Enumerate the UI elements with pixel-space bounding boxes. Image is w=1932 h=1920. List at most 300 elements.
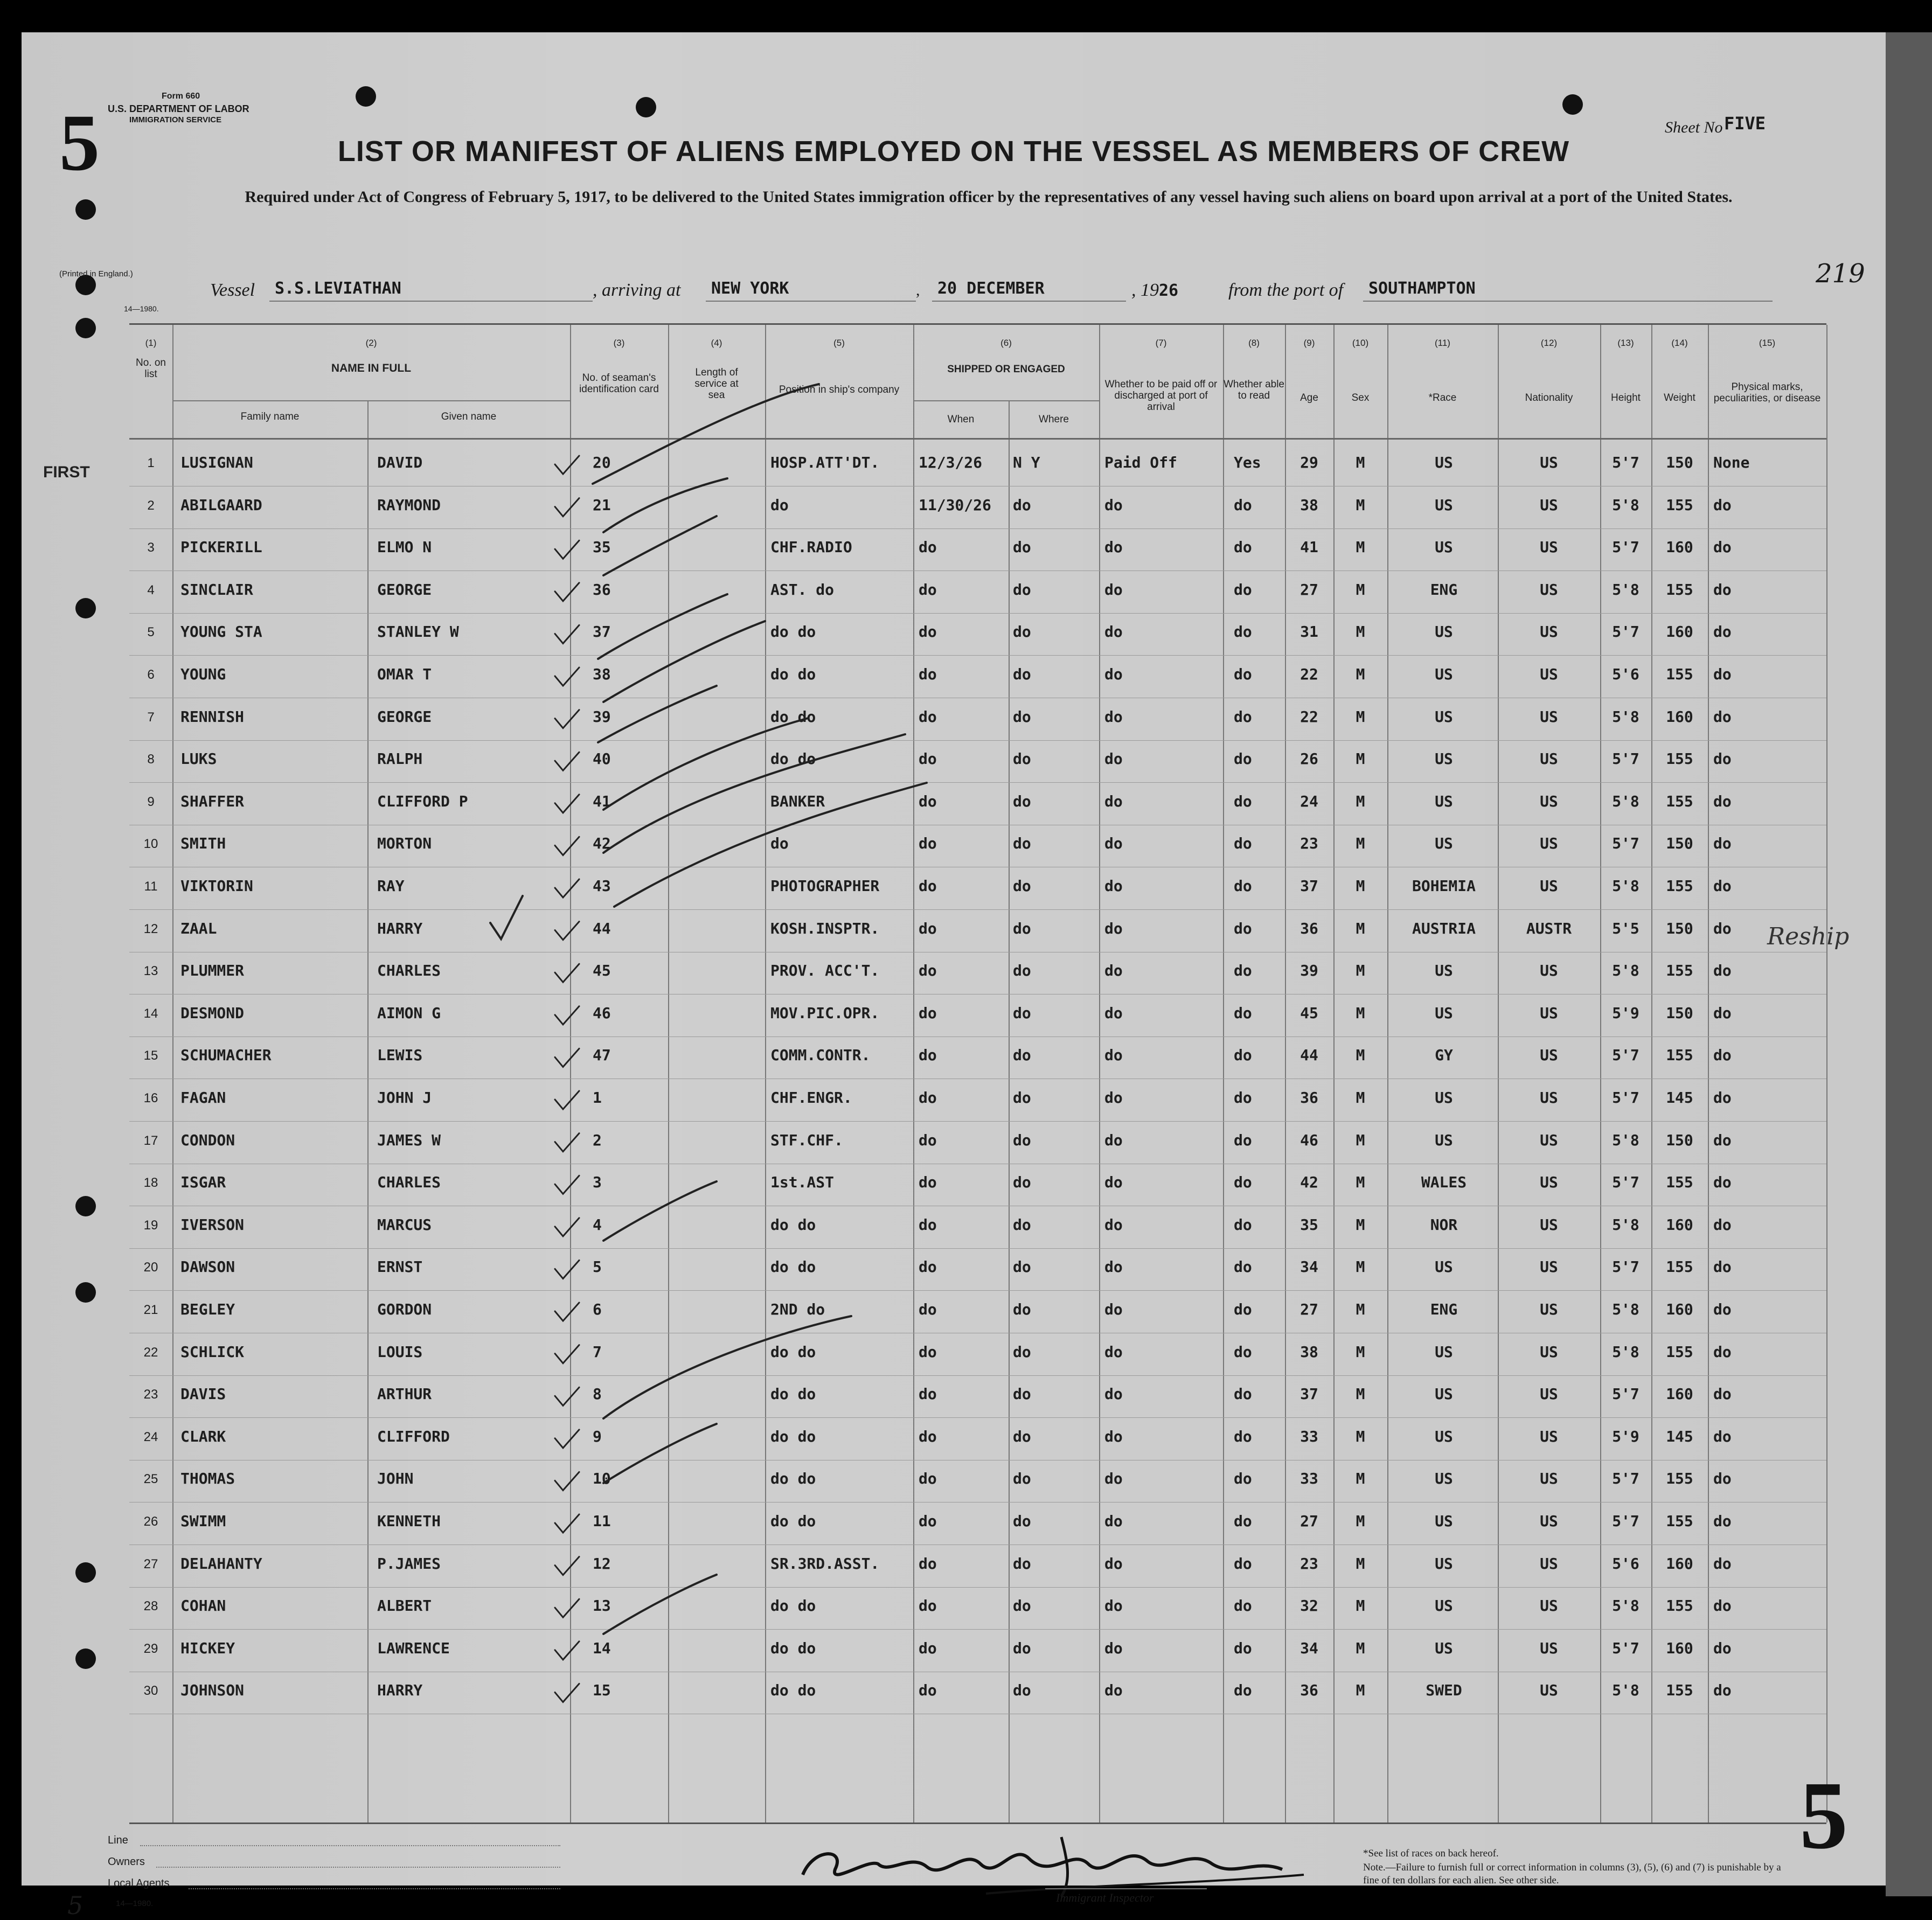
column-number: (9) [1303,338,1315,348]
cell-position: 2ND do [770,1300,825,1318]
cell-age: 36 [1300,1681,1318,1700]
cell-nat: US [1540,834,1558,853]
cell-race: US [1435,1554,1453,1573]
department: U.S. DEPARTMENT OF LABOR [108,103,249,114]
cell-position: CHF.RADIO [770,538,852,556]
cell-age: 26 [1300,750,1318,768]
cell-given: RALPH [377,750,423,768]
cell-given: RAY [377,877,405,895]
cell-no: 24 [143,1429,158,1444]
cell-weight: 155 [1666,1597,1693,1615]
crew-table [129,323,1850,1824]
cell-family: COHAN [180,1597,226,1615]
cell-nat: US [1540,538,1558,556]
cell-given: GORDON [377,1300,432,1318]
cell-card: 20 [593,454,611,471]
corner-sheet-number: 5 [1799,1762,1848,1869]
header-physical: Physical marks, peculiarities, or disease [1713,381,1821,404]
pencil-stroke [603,621,765,702]
cell-nat: US [1540,1554,1558,1573]
cell-family: LUKS [180,750,217,768]
punch-hole [75,1648,96,1669]
header-nationality: Nationality [1525,392,1573,404]
cell-position: do do [770,1681,816,1700]
cell-given: KENNETH [377,1512,441,1530]
cell-family: HICKEY [180,1639,235,1657]
cell-weight: 155 [1666,750,1693,768]
cell-age: 27 [1300,1300,1318,1318]
cell-paid: do [1104,1385,1123,1403]
cell-when: do [919,1554,937,1573]
page-number: 219 [1816,259,1865,289]
cell-no: 7 [147,709,155,725]
cell-race: WALES [1421,1173,1467,1192]
cell-paid: do [1104,1427,1123,1445]
cell-no: 29 [143,1641,158,1656]
cell-race: US [1435,1639,1453,1657]
cell-when: do [919,623,937,641]
cell-when: do [919,1385,937,1403]
cell-marks: do [1713,538,1732,556]
cell-weight: 155 [1666,1342,1693,1361]
cell-marks: do [1713,834,1732,853]
cell-given: LOUIS [377,1342,423,1361]
cell-when: do [919,1470,937,1488]
cell-read: do [1234,1131,1252,1149]
cell-no: 30 [143,1684,158,1699]
cell-family: YOUNG STA [180,623,262,641]
header-name-in-full: NAME IN FULL [331,362,412,374]
footer-owners-label: Owners [108,1856,145,1868]
from-port-label: from the port of [1228,280,1344,300]
pencil-stroke [603,1316,851,1418]
cell-family: ABILGAARD [180,496,262,514]
page-title: LIST OR MANIFEST OF ALIENS EMPLOYED ON THE VESSEL AS MEMBERS OF CREW [337,135,1570,168]
cell-nat: US [1540,1427,1558,1445]
cell-no: 1 [147,456,155,470]
cell-nat: US [1540,1342,1558,1361]
column-number: (10) [1352,338,1369,348]
cell-height: 5'8 [1612,580,1639,599]
check-mark [555,583,579,601]
cell-read: do [1234,877,1252,895]
cell-card: 4 [593,1215,602,1234]
cell-marks: do [1713,1427,1732,1445]
cell-no: 9 [147,794,155,809]
cell-paid: do [1104,1300,1123,1318]
cell-no: 4 [147,582,155,597]
cell-card: 14 [593,1639,611,1657]
cell-card: 42 [593,834,611,853]
column-number: (11) [1435,338,1450,348]
cell-family: BEGLEY [180,1300,235,1318]
cell-given: CLIFFORD [377,1427,450,1445]
cell-weight: 155 [1666,1470,1693,1488]
header-family-name: Family name [240,411,300,422]
cell-race: US [1435,962,1453,980]
cell-age: 37 [1300,1385,1318,1403]
cell-marks: do [1713,1215,1732,1234]
cell-read: do [1234,1258,1252,1276]
cell-marks: None [1713,454,1750,471]
cell-given: ARTHUR [377,1385,432,1403]
cell-marks: do [1713,1089,1732,1107]
cell-nat: US [1540,1300,1558,1318]
cell-given: STANLEY W [377,623,459,641]
cell-position: do do [770,1512,816,1530]
check-mark [555,625,579,643]
cell-where: do [1013,962,1031,980]
cell-height: 5'8 [1612,877,1639,895]
cell-height: 5'7 [1612,1512,1639,1530]
cell-when: do [919,580,937,599]
cell-nat: US [1540,623,1558,641]
inspector-signature [781,1826,1320,1902]
cell-sex: M [1356,623,1365,641]
cell-marks: do [1713,1300,1732,1318]
cell-marks: do [1713,707,1732,726]
cell-position: SR.3RD.ASST. [770,1554,880,1573]
cell-paid: do [1104,877,1123,895]
cell-read: do [1234,834,1252,853]
cell-family: LUSIGNAN [180,454,253,471]
cell-position: do [770,834,789,853]
cell-position: PHOTOGRAPHER [770,877,880,895]
check-mark [555,795,579,813]
cell-read: do [1234,665,1252,683]
cell-read: do [1234,1089,1252,1107]
column-number: (7) [1155,338,1167,348]
column-number: (12) [1540,338,1558,348]
cell-where: do [1013,1597,1031,1615]
cell-no: 10 [143,837,158,852]
cell-paid: do [1104,707,1123,726]
cell-paid: do [1104,1131,1123,1149]
cell-sex: M [1356,877,1365,895]
cell-when: 12/3/26 [919,454,983,471]
header-position: Position in ship's company [779,384,900,395]
cell-sex: M [1356,834,1365,853]
pencil-stroke [603,734,905,853]
cell-age: 24 [1300,792,1318,810]
cell-age: 33 [1300,1427,1318,1445]
cell-card: 43 [593,877,611,895]
cell-weight: 160 [1666,538,1693,556]
cell-where: do [1013,496,1031,514]
sheet-corner-number: 5 [59,98,100,187]
cell-nat: US [1540,1470,1558,1488]
punch-hole [75,598,96,618]
cell-when: do [919,1342,937,1361]
cell-read: do [1234,1427,1252,1445]
check-mark [555,1557,579,1575]
cell-family: JOHNSON [180,1681,245,1700]
column-number: (8) [1248,338,1260,348]
cell-age: 44 [1300,1046,1318,1065]
cell-sex: M [1356,1554,1365,1573]
cell-height: 5'7 [1612,1258,1639,1276]
cell-given: AIMON G [377,1004,441,1022]
cell-sex: M [1356,1342,1365,1361]
pencil-stroke [598,594,727,659]
cell-race: US [1435,1385,1453,1403]
cell-where: do [1013,1639,1031,1657]
cell-where: do [1013,1004,1031,1022]
pencil-stroke [603,1575,717,1634]
cell-given: GEORGE [377,707,432,726]
cell-given: MORTON [377,834,432,853]
cell-marks: do [1713,580,1732,599]
cell-card: 6 [593,1300,602,1318]
cell-family: RENNISH [180,707,245,726]
date-underline [932,301,1126,302]
cell-where: do [1013,750,1031,768]
cell-age: 27 [1300,1512,1318,1530]
cell-race: BOHEMIA [1412,877,1476,895]
cell-family: ZAAL [180,919,217,937]
cell-marks: do [1713,962,1732,980]
cell-age: 33 [1300,1470,1318,1488]
cell-sex: M [1356,454,1365,471]
comma-sep: , [916,281,920,299]
cell-height: 5'7 [1612,1385,1639,1403]
cell-position: STF.CHF. [770,1131,843,1149]
cell-position: do do [770,1427,816,1445]
cell-position: 1st.AST [770,1173,835,1192]
column-number: (14) [1671,338,1688,348]
cell-card: 37 [593,623,611,641]
header-id-card: No. of seaman's identification card [579,372,659,395]
cell-position: KOSH.INSPTR. [770,919,880,937]
cell-when: do [919,1046,937,1065]
footer-owners-rule [156,1867,560,1868]
cell-where: do [1013,1300,1031,1318]
cell-position: do do [770,707,816,726]
signature-rule [1045,1888,1207,1889]
check-mark [555,710,579,728]
cell-sex: M [1356,1300,1365,1318]
cell-weight: 155 [1666,962,1693,980]
cell-where: do [1013,1173,1031,1192]
cell-read: do [1234,962,1252,980]
check-mark [555,752,579,770]
cell-card: 5 [593,1258,602,1276]
cell-marks: do [1713,1342,1732,1361]
cell-where: do [1013,580,1031,599]
cell-marks: do [1713,496,1732,514]
cell-read: do [1234,919,1252,937]
header-paid-off: Whether to be paid off or discharged at port of arrival [1104,379,1218,413]
cell-no: 25 [143,1472,158,1487]
arrival-underline [706,301,916,302]
cell-age: 27 [1300,580,1318,599]
cell-where: do [1013,1215,1031,1234]
cell-no: 15 [143,1048,158,1063]
cell-marks: do [1713,1258,1732,1276]
cell-family: FAGAN [180,1089,226,1107]
check-mark [555,1599,579,1617]
cell-nat: US [1540,1639,1558,1657]
cell-card: 36 [593,580,611,599]
footer-local-agents-label: Local Agents [108,1877,170,1889]
check-mark [555,1472,579,1490]
footer-agents-rule [189,1888,560,1890]
cell-height: 5'7 [1612,1089,1639,1107]
arriving-label: , arriving at [593,280,681,300]
cell-sex: M [1356,1089,1365,1107]
cell-age: 38 [1300,1342,1318,1361]
cell-card: 40 [593,750,611,768]
punch-hole [75,1562,96,1583]
cell-family: DAVIS [180,1385,226,1403]
cell-read: do [1234,538,1252,556]
cell-card: 38 [593,665,611,683]
cell-card: 12 [593,1554,611,1573]
cell-position: do do [770,623,816,641]
cell-card: 47 [593,1046,611,1065]
cell-race: NOR [1430,1215,1458,1234]
cell-card: 15 [593,1681,611,1700]
cell-where: do [1013,665,1031,683]
page-subtitle: Required under Act of Congress of February 5, 1917, to be delivered to the United States immigration officer by the representatives of any vessel having such aliens on board upon arrival at a port of the United States. [245,188,1733,206]
cell-sex: M [1356,962,1365,980]
cell-marks: do [1713,792,1732,810]
cell-age: 23 [1300,1554,1318,1573]
cell-marks: do [1713,1639,1732,1657]
cell-position: CHF.ENGR. [770,1089,852,1107]
cell-read: do [1234,792,1252,810]
header-shipped: SHIPPED OR ENGAGED [947,364,1065,375]
cell-paid: do [1104,1597,1123,1615]
cell-read: do [1234,1342,1252,1361]
cell-age: 35 [1300,1215,1318,1234]
check-mark [555,1048,579,1067]
cell-where: do [1013,1512,1031,1530]
pencil-stroke [593,384,819,484]
cell-no: 22 [143,1345,158,1360]
check-mark [555,964,579,982]
cell-family: SCHUMACHER [180,1046,272,1065]
column-number: (13) [1617,338,1634,348]
header-able-read: Whether able to read [1223,379,1284,401]
column-number: (2) [365,338,377,348]
cell-marks: do [1713,1681,1732,1700]
cell-height: 5'8 [1612,1300,1639,1318]
check-mark [555,1684,579,1702]
sheet-no-label: Sheet No [1665,119,1723,136]
cell-no: 12 [143,921,158,936]
cell-no: 19 [143,1218,158,1233]
cell-when: do [919,1639,937,1657]
cell-read: do [1234,1215,1252,1234]
cell-race: US [1435,1512,1453,1530]
cell-where: do [1013,707,1031,726]
cell-given: DAVID [377,454,423,471]
cell-height: 5'6 [1612,1554,1639,1573]
cell-age: 38 [1300,496,1318,514]
cell-position: BANKER [770,792,825,810]
inspector-label: Immigrant Inspector [1056,1891,1154,1904]
header-sex: Sex [1351,392,1370,404]
cell-paid: do [1104,1215,1123,1234]
cell-card: 39 [593,707,611,726]
cell-when: do [919,1131,937,1149]
punch-hole [356,86,376,107]
cell-height: 5'8 [1612,1681,1639,1700]
cell-sex: M [1356,1046,1365,1065]
cell-sex: M [1356,1385,1365,1403]
cell-family: YOUNG [180,665,226,683]
cell-card: 41 [593,792,611,810]
cell-nat: US [1540,1258,1558,1276]
cell-given: HARRY [377,919,423,937]
class-margin-note: FIRST [43,463,90,481]
cell-read: do [1234,1004,1252,1022]
cell-paid: do [1104,1046,1123,1065]
check-mark [555,922,579,940]
cell-position: do do [770,750,816,768]
cell-position: do do [770,1215,816,1234]
cell-height: 5'9 [1612,1427,1639,1445]
cell-race: US [1435,623,1453,641]
cell-read: do [1234,1639,1252,1657]
cell-nat: US [1540,792,1558,810]
vessel-underline [269,301,593,302]
cell-family: DESMOND [180,1004,245,1022]
cell-marks: do [1713,1554,1732,1573]
cell-no: 17 [143,1133,158,1148]
cell-when: do [919,1300,937,1318]
cell-where: do [1013,1470,1031,1488]
arrival-date: 20 DECEMBER [937,279,1045,298]
cell-given: JAMES W [377,1131,441,1149]
cell-weight: 160 [1666,623,1693,641]
cell-card: 3 [593,1173,602,1192]
handwritten-five: 5 [67,1891,84,1920]
cell-age: 31 [1300,623,1318,641]
column-number: (15) [1759,338,1776,348]
cell-read: do [1234,1681,1252,1700]
cell-given: JOHN [377,1470,414,1488]
cell-when: do [919,877,937,895]
year-prefix: , 1926 [1131,280,1179,300]
cell-nat: US [1540,1597,1558,1615]
cell-where: do [1013,1385,1031,1403]
check-mark [555,1006,579,1025]
cell-sex: M [1356,496,1365,514]
header-race: *Race [1428,392,1457,404]
cell-age: 36 [1300,919,1318,937]
cell-card: 1 [593,1089,602,1107]
cell-paid: do [1104,792,1123,810]
cell-when: do [919,1597,937,1615]
cell-when: do [919,1427,937,1445]
cell-sex: M [1356,1681,1365,1700]
pencil-stroke [603,516,717,575]
cell-read: do [1234,1554,1252,1573]
cell-no: 20 [143,1260,158,1275]
cell-card: 8 [593,1385,602,1403]
cell-paid: do [1104,580,1123,599]
cell-when: do [919,707,937,726]
column-number: (4) [711,338,722,348]
check-mark [555,498,579,517]
cell-paid: do [1104,665,1123,683]
cell-weight: 160 [1666,1385,1693,1403]
cell-card: 44 [593,919,611,937]
cell-family: SMITH [180,834,226,853]
cell-when: do [919,1004,937,1022]
